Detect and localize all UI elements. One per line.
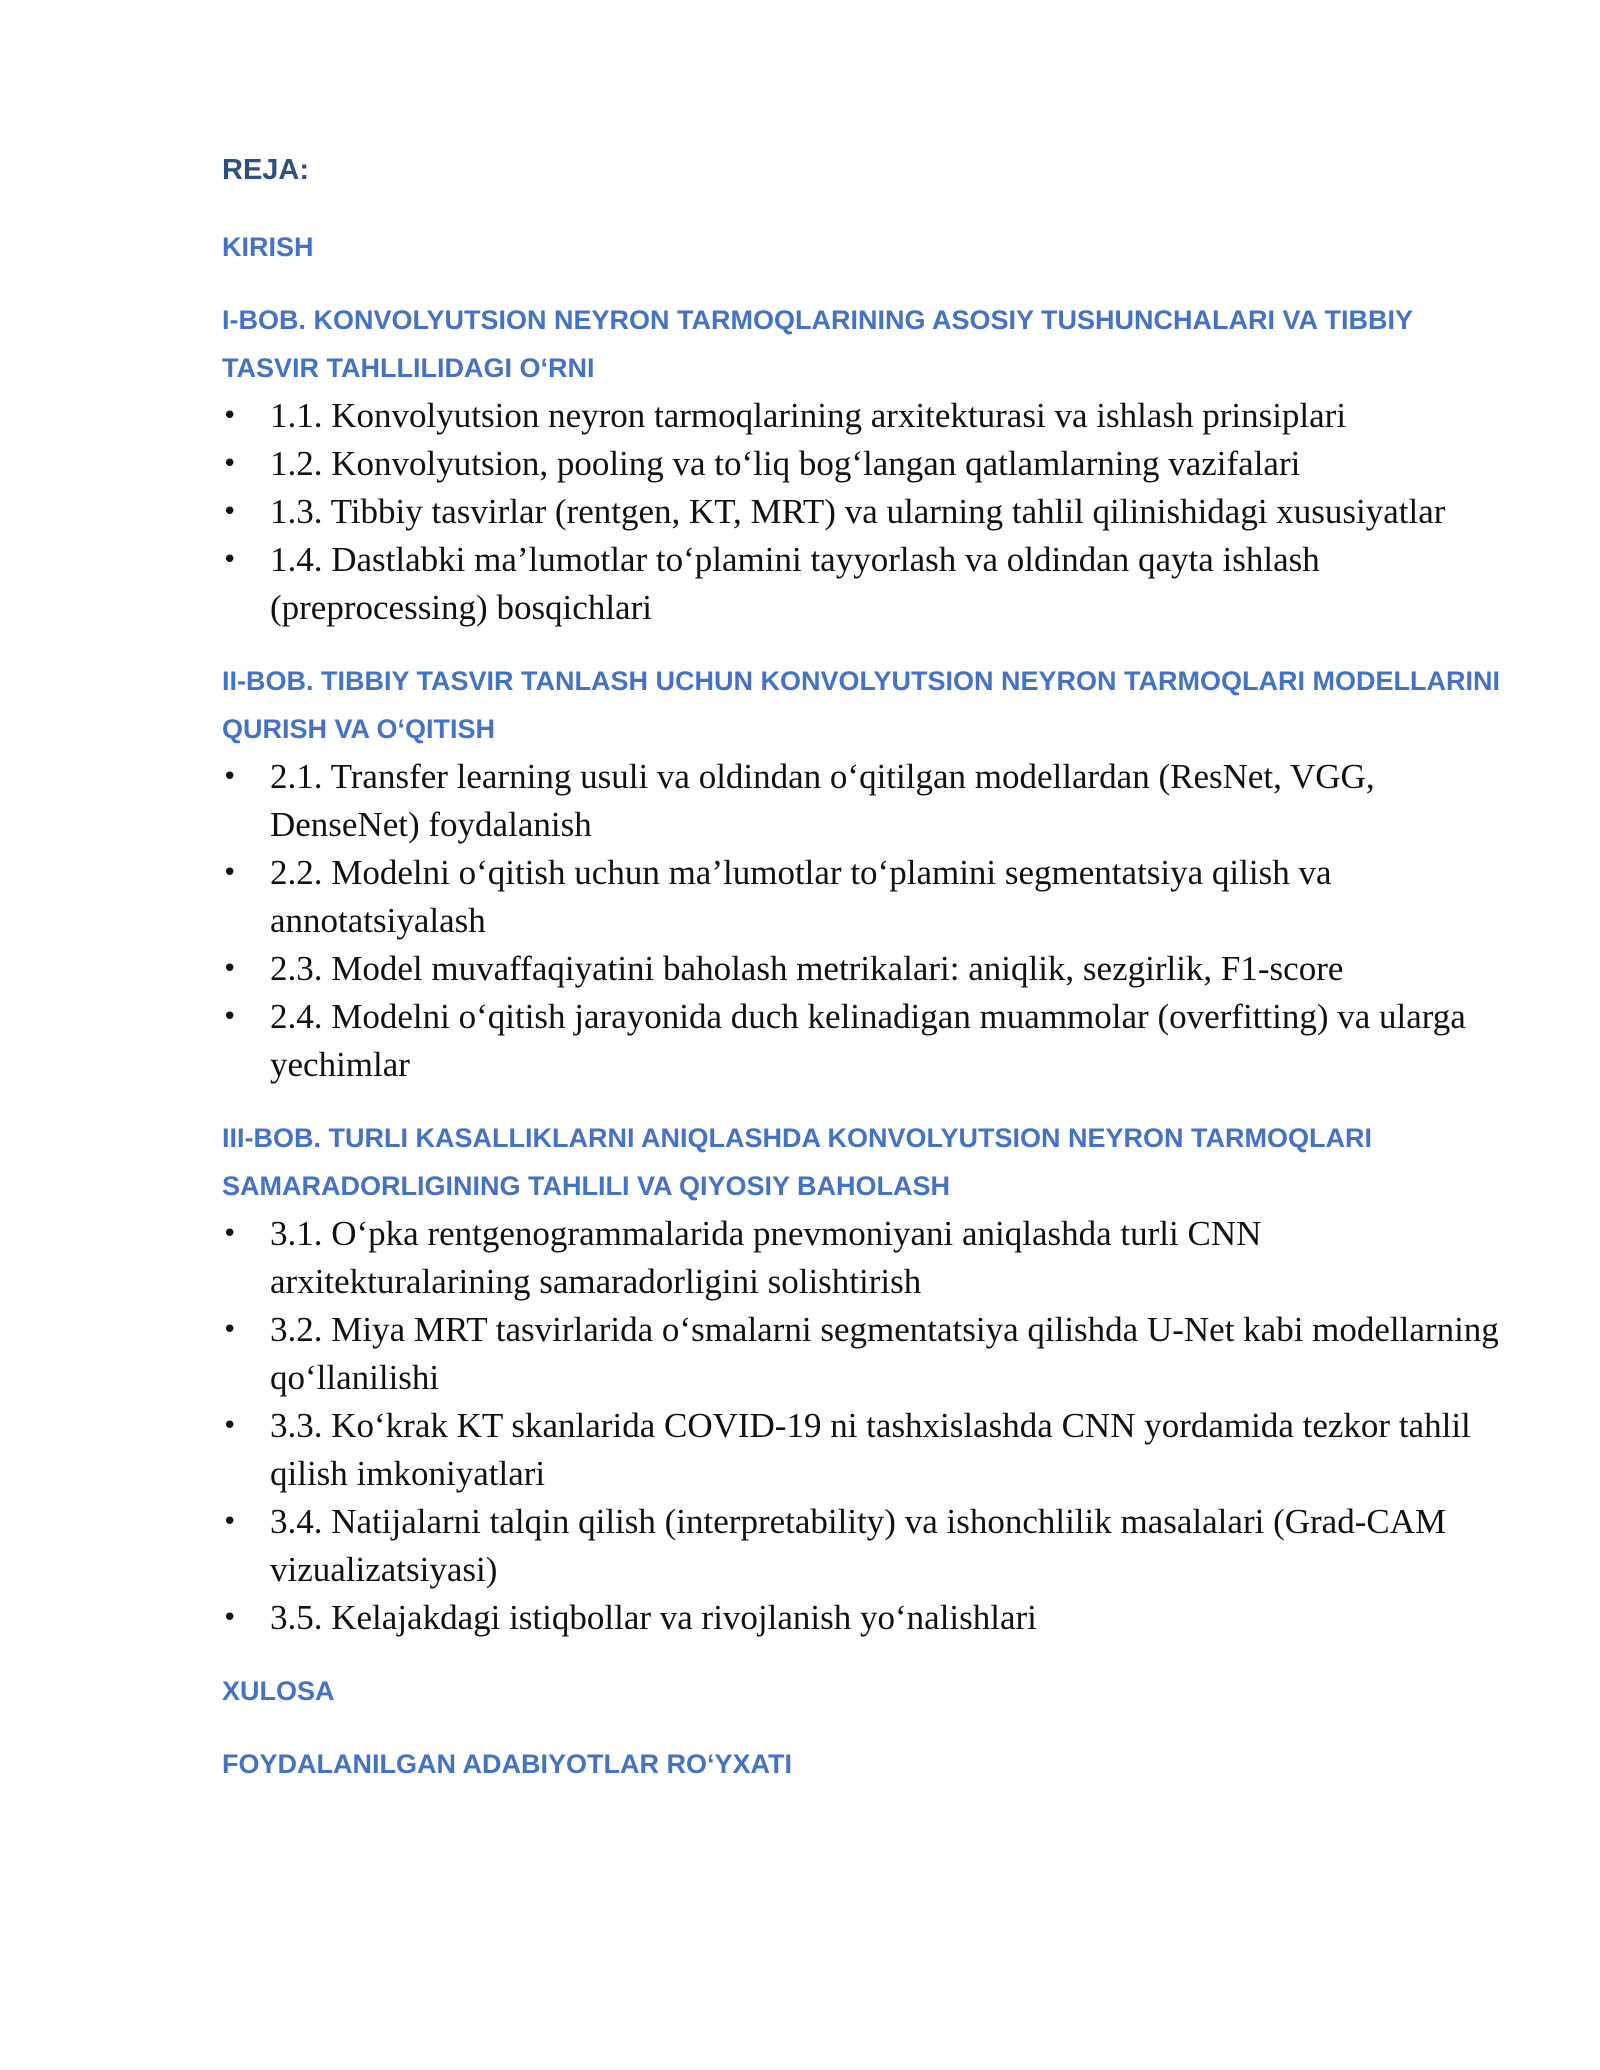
list-item-text: 3.3. Ko‘krak KT skanlarida COVID-19 ni tashxislashda CNN yordamida tezkor tahlil qilish imkoniyatlari xyxy=(270,1406,1471,1493)
list-item xyxy=(222,1594,1512,1642)
chapter-2-list xyxy=(222,753,1512,1089)
chapter-1-heading: I-BOB. KONVOLYUTSION NEYRON TARMOQLARINING ASOSIY TUSHUNCHALARI VA TIBBIY TASVIR TAHLLILIDAGI O‘RNI xyxy=(222,305,1413,383)
list-item-text: 3.2. Miya MRT tasvirlarida o‘smalarni segmentatsiya qilishda U-Net kabi modellarning qo‘llanilishi xyxy=(270,1310,1499,1397)
references-heading: FOYDALANILGAN ADABIYOTLAR RO‘YXATI xyxy=(222,1749,792,1779)
list-item xyxy=(222,392,1512,440)
list-item-text: 3.4. Natijalarni talqin qilish (interpretability) va ishonchlilik masalalari (Grad-CAM vizualizatsiyasi) xyxy=(270,1502,1447,1589)
bullet-icon: • xyxy=(222,497,238,527)
bullet-icon: • xyxy=(222,1219,238,1249)
list-item-text: 2.3. Model muvaffaqiyatini baholash metrikalari: aniqlik, sezgirlik, F1-score xyxy=(270,949,1344,988)
bullet-icon: • xyxy=(222,1507,238,1537)
list-item xyxy=(222,1210,1512,1306)
list-item xyxy=(222,993,1512,1089)
list-item-text: 1.1. Konvolyutsion neyron tarmoqlarining arxitekturasi va ishlash prinsiplari xyxy=(270,396,1347,435)
list-item xyxy=(222,1402,1512,1498)
list-item xyxy=(222,1306,1512,1402)
bullet-icon: • xyxy=(222,954,238,984)
bullet-icon: • xyxy=(222,1603,238,1633)
list-item xyxy=(222,849,1512,945)
list-item-text: 3.1. O‘pka rentgenogrammalarida pnevmoniyani aniqlashda turli CNN arxitekturalarining samaradorligini solishtirish xyxy=(270,1214,1262,1301)
bullet-icon: • xyxy=(222,449,238,479)
list-item-text: 2.4. Modelni o‘qitish jarayonida duch kelinadigan muammolar (overfitting) va ularga yechimlar xyxy=(270,997,1466,1084)
list-item-text: 1.2. Konvolyutsion, pooling va to‘liq bog‘langan qatlamlarning vazifalari xyxy=(270,444,1301,483)
list-item xyxy=(222,945,1512,993)
chapter-1-list xyxy=(222,392,1512,632)
list-item-text: 2.2. Modelni o‘qitish uchun ma’lumotlar to‘plamini segmentatsiya qilish va annotatsiyalash xyxy=(270,853,1332,940)
list-item xyxy=(222,488,1512,536)
list-item-text: 1.4. Dastlabki ma’lumotlar to‘plamini tayyorlash va oldindan qayta ishlash (preprocessing) bosqichlari xyxy=(270,540,1320,627)
chapter-2-heading: II-BOB. TIBBIY TASVIR TANLASH UCHUN KONVOLYUTSION NEYRON TARMOQLARI MODELLARINI QURISH VA O‘QITISH xyxy=(222,666,1501,744)
plan-title: REJA: xyxy=(222,154,310,186)
bullet-icon: • xyxy=(222,401,238,431)
conclusion-heading: XULOSA xyxy=(222,1676,335,1706)
bullet-icon: • xyxy=(222,1411,238,1441)
bullet-icon: • xyxy=(222,545,238,575)
table-of-contents xyxy=(222,150,1512,1788)
list-item-text: 1.3. Tibbiy tasvirlar (rentgen, KT, MRT) va ularning tahlil qilinishidagi xususiyatlar xyxy=(270,492,1446,531)
list-item xyxy=(222,753,1512,849)
list-item-text: 3.5. Kelajakdagi istiqbollar va rivojlanish yo‘nalishlari xyxy=(270,1598,1037,1637)
chapter-3-list xyxy=(222,1210,1512,1642)
intro-heading: KIRISH xyxy=(222,232,314,262)
chapter-3-heading: III-BOB. TURLI KASALLIKLARNI ANIQLASHDA KONVOLYUTSION NEYRON TARMOQLARI SAMARADORLIGINING TAHLILI VA QIYOSIY BAHOLASH xyxy=(222,1123,1372,1201)
list-item xyxy=(222,1498,1512,1594)
list-item xyxy=(222,536,1512,632)
bullet-icon: • xyxy=(222,762,238,792)
bullet-icon: • xyxy=(222,1002,238,1032)
bullet-icon: • xyxy=(222,858,238,888)
list-item-text: 2.1. Transfer learning usuli va oldindan o‘qitilgan modellardan (ResNet, VGG, DenseNet) foydalanish xyxy=(270,757,1375,844)
list-item xyxy=(222,440,1512,488)
bullet-icon: • xyxy=(222,1315,238,1345)
